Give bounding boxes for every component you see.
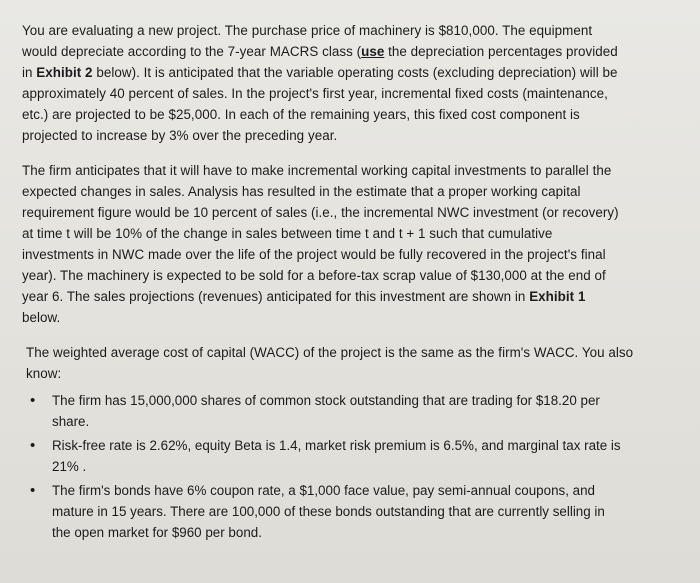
bullet-icon: •: [30, 482, 36, 499]
text-line: You are evaluating a new project. The purchase price of machinery is $810,000. The equipment: [22, 23, 593, 38]
text-line: expected changes in sales. Analysis has resulted in the estimate that a proper working capital: [22, 184, 581, 199]
emphasis-use: use: [361, 44, 385, 59]
text-line: The firm's bonds have 6% coupon rate, a $1,000 face value, pay semi-annual coupons, and: [52, 483, 595, 498]
list-item-bonds: [26, 480, 666, 543]
text-line: know:: [26, 366, 62, 381]
text-line: approximately 40 percent of sales. In the project's first year, incremental fixed costs (maintenance,: [22, 86, 608, 101]
text-line: below.: [22, 310, 61, 325]
text-line: year). The machinery is expected to be sold for a before-tax scrap value of $130,000 at the end of: [22, 268, 606, 283]
text-line: etc.) are projected to be $25,000. In each of the remaining years, this fixed cost component is: [22, 107, 580, 122]
exhibit-2-reference: Exhibit 2: [36, 65, 93, 80]
text-run: the depreciation percentages provided: [384, 44, 618, 59]
exhibit-1-reference: Exhibit 1: [529, 289, 586, 304]
text-run: below). It is anticipated that the variable operating costs (excluding depreciation) will be: [92, 65, 618, 80]
text-line: investments in NWC made over the life of the project would be fully recovered in the project's final: [22, 247, 606, 262]
text-line: [22, 62, 667, 83]
text-line: projected to increase by 3% over the preceding year.: [22, 128, 338, 143]
text-run: year 6. The sales projections (revenues) anticipated for this investment are shown in: [22, 289, 530, 304]
text-line: the open market for $960 per bond.: [52, 525, 262, 540]
text-line: The weighted average cost of capital (WACC) of the project is the same as the firm's WACC. You also: [26, 345, 634, 360]
text-line: share.: [52, 414, 90, 429]
text-line: [22, 41, 667, 62]
text-run: in: [22, 65, 37, 80]
bullet-list: [26, 390, 666, 546]
text-line: at time t will be 10% of the change in sales between time t and t + 1 such that cumulative: [22, 226, 553, 241]
paragraph-wacc: [26, 342, 671, 384]
text-line: The firm anticipates that it will have to make incremental working capital investments to parallel the: [22, 163, 612, 178]
text-line: requirement figure would be 10 percent of sales (i.e., the incremental NWC investment (or recovery): [22, 205, 619, 220]
list-item-rates: [26, 435, 666, 477]
bullet-icon: •: [30, 392, 36, 409]
paragraph-working-capital: [22, 160, 667, 328]
list-item-shares: [26, 390, 666, 432]
paragraph-project-description: [22, 20, 667, 146]
text-line: mature in 15 years. There are 100,000 of these bonds outstanding that are currently selling in: [52, 504, 605, 519]
bullet-icon: •: [30, 437, 36, 454]
text-line: The firm has 15,000,000 shares of common stock outstanding that are trading for $18.20 per: [52, 393, 600, 408]
text-line: 21% .: [52, 459, 87, 474]
text-line: Risk-free rate is 2.62%, equity Beta is 1.4, market risk premium is 6.5%, and marginal tax rate is: [52, 438, 621, 453]
text-run: would depreciate according to the 7-year MACRS class (: [22, 44, 362, 59]
text-line: [22, 286, 667, 307]
